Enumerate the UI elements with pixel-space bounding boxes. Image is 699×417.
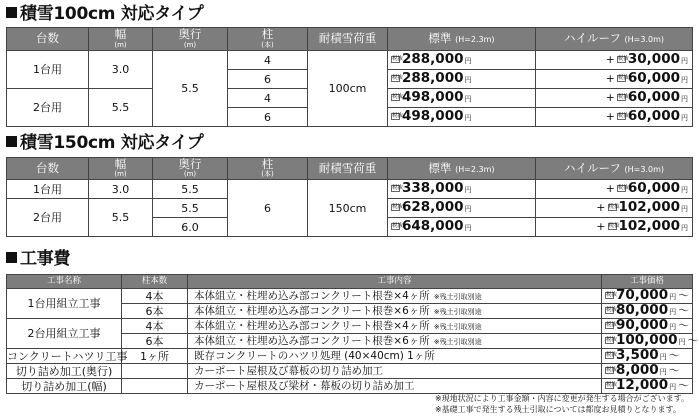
cell-hyojun-price: 税抜648,000円 [388,218,536,237]
cell-taisetsu: 100cm [308,51,388,127]
cell-name: 切り詰め加工(奥行) [7,364,122,379]
cell-hyojun-price: 税抜338,000円 [388,180,536,199]
header-hashira: 柱 (本) [228,28,308,51]
cell-name: 2台用組立工事 [7,319,122,349]
cell-price: 税抜90,000円 〜 [602,319,693,334]
cell-okuyuki: 6.0 [153,218,228,237]
cell-hyojun-price: 税抜498,000円 [388,108,536,127]
table-row [7,180,693,199]
table-row [7,349,693,364]
header-content: 工事内容 [188,275,602,289]
cell-taisetsu: 150cm [308,180,388,237]
cell-haba: 3.0 [89,51,153,89]
cell-high-price: + 税抜60,000円 [536,89,693,108]
header-hyojun: 標準 (H=2.3m) [388,158,536,180]
header-name: 工事名称 [7,275,122,289]
cell-hyojun-price: 税抜288,000円 [388,70,536,89]
cell-high-price: + 税抜60,000円 [536,180,693,199]
square-bullet-icon [6,136,17,147]
cell-price: 税抜3,500円 〜 [602,349,693,364]
header-haba: 幅 (m) [89,158,153,180]
cell-content: 既存コンクリートのハツリ処理 (40×40cm) 1ヶ所 [188,349,602,364]
header-okuyuki: 奥行 (m) [153,158,228,180]
cell-name: 1台用組立工事 [7,289,122,319]
cell-hashira [122,364,188,379]
header-price: 工事価格 [602,275,693,289]
footnotes [435,393,689,415]
cell-hashira: 6本 [122,304,188,319]
cell-haba: 5.5 [89,89,153,127]
table-snow150 [6,157,693,237]
table-row [7,379,693,394]
cell-hyojun-price: 税抜498,000円 [388,89,536,108]
cell-hashira: 4 [228,51,308,70]
cell-hashira: 6 [228,108,308,127]
cell-name: 切り詰め加工(幅) [7,379,122,394]
table-header [7,275,693,289]
cell-daisu: 2台用 [7,89,89,127]
header-high: ハイルーフ (H=3.0m) [536,28,693,51]
header-hashira: 柱本数 [122,275,188,289]
header-okuyuki: 奥行 (m) [153,28,228,51]
header-daisu: 台数 [7,28,89,51]
cell-okuyuki: 5.5 [153,51,228,127]
cell-okuyuki: 5.5 [153,199,228,218]
cell-price: 税抜12,000円 〜 [602,379,693,394]
header-hashira: 柱 (本) [228,158,308,180]
cell-hashira: 6 [228,180,308,237]
cell-high-price: + 税抜102,000円 [536,218,693,237]
header-daisu: 台数 [7,158,89,180]
cell-price: 税抜80,000円 〜 [602,304,693,319]
cell-price: 税抜8,000円 〜 [602,364,693,379]
cell-price: 税抜100,000円 〜 [602,334,693,349]
cell-hashira: 6本 [122,334,188,349]
square-bullet-icon [6,252,17,263]
cell-hyojun-price: 税抜288,000円 [388,51,536,70]
cell-high-price: + 税抜30,000円 [536,51,693,70]
table-header [7,158,693,180]
header-taisetsu: 耐積雪荷重 [308,28,388,51]
cell-content: 本体組立・柱埋め込み部コンクリート根巻×4ヶ所 ※残土引取別途 [188,319,602,334]
cell-hashira: 4本 [122,289,188,304]
table-header [7,28,693,51]
cell-content: カーポート屋根及び幕板の切り詰め加工 [188,364,602,379]
cell-hashira: 4本 [122,319,188,334]
footnote: ※現地状況により工事金額・内容に変更が発生する場合がございます。 [434,394,689,403]
cell-hashira: 6 [228,70,308,89]
section-title-100: 積雪100cm 対応タイプ [6,4,203,24]
cell-hashira: 1ヶ所 [122,349,188,364]
cell-hashira [122,379,188,394]
cell-daisu: 1台用 [7,51,89,89]
header-haba: 幅 (m) [89,28,153,51]
footnote: ※基礎工事で発生する残土引取については都度お見積りとなります。 [434,405,681,414]
header-hyojun: 標準 (H=2.3m) [388,28,536,51]
cell-content: 本体組立・柱埋め込み部コンクリート根巻×6ヶ所 ※残土引取別途 [188,334,602,349]
cell-haba: 3.0 [89,180,153,199]
cell-price: 税抜70,000円 〜 [602,289,693,304]
cell-hashira: 4 [228,89,308,108]
square-bullet-icon [6,7,17,18]
table-kouji [6,274,699,394]
cell-okuyuki: 5.5 [153,180,228,199]
cell-daisu: 2台用 [7,199,89,237]
header-high: ハイルーフ (H=3.0m) [536,158,693,180]
cell-haba: 5.5 [89,199,153,237]
cell-high-price: + 税抜60,000円 [536,70,693,89]
cell-high-price: + 税抜60,000円 [536,108,693,127]
cell-content: 本体組立・柱埋め込み部コンクリート根巻×4ヶ所 ※残土引取別途 [188,289,602,304]
cell-daisu: 1台用 [7,180,89,199]
cell-hyojun-price: 税抜628,000円 [388,199,536,218]
table-row [7,364,693,379]
table-snow100 [6,27,693,127]
cell-high-price: + 税抜102,000円 [536,199,693,218]
header-taisetsu: 耐積雪荷重 [308,158,388,180]
cell-name: コンクリートハツリ工事 [7,349,128,363]
table-row [7,51,693,70]
cell-content: カーポート屋根及び梁材・幕板の切り詰め加工 [188,379,602,394]
section-title-150: 積雪150cm 対応タイプ [6,133,203,153]
section-title-kouji: 工事費 [6,249,70,269]
table-row [7,289,693,304]
cell-content: 本体組立・柱埋め込み部コンクリート根巻×6ヶ所 ※残土引取別途 [188,304,602,319]
table-row [7,319,693,334]
